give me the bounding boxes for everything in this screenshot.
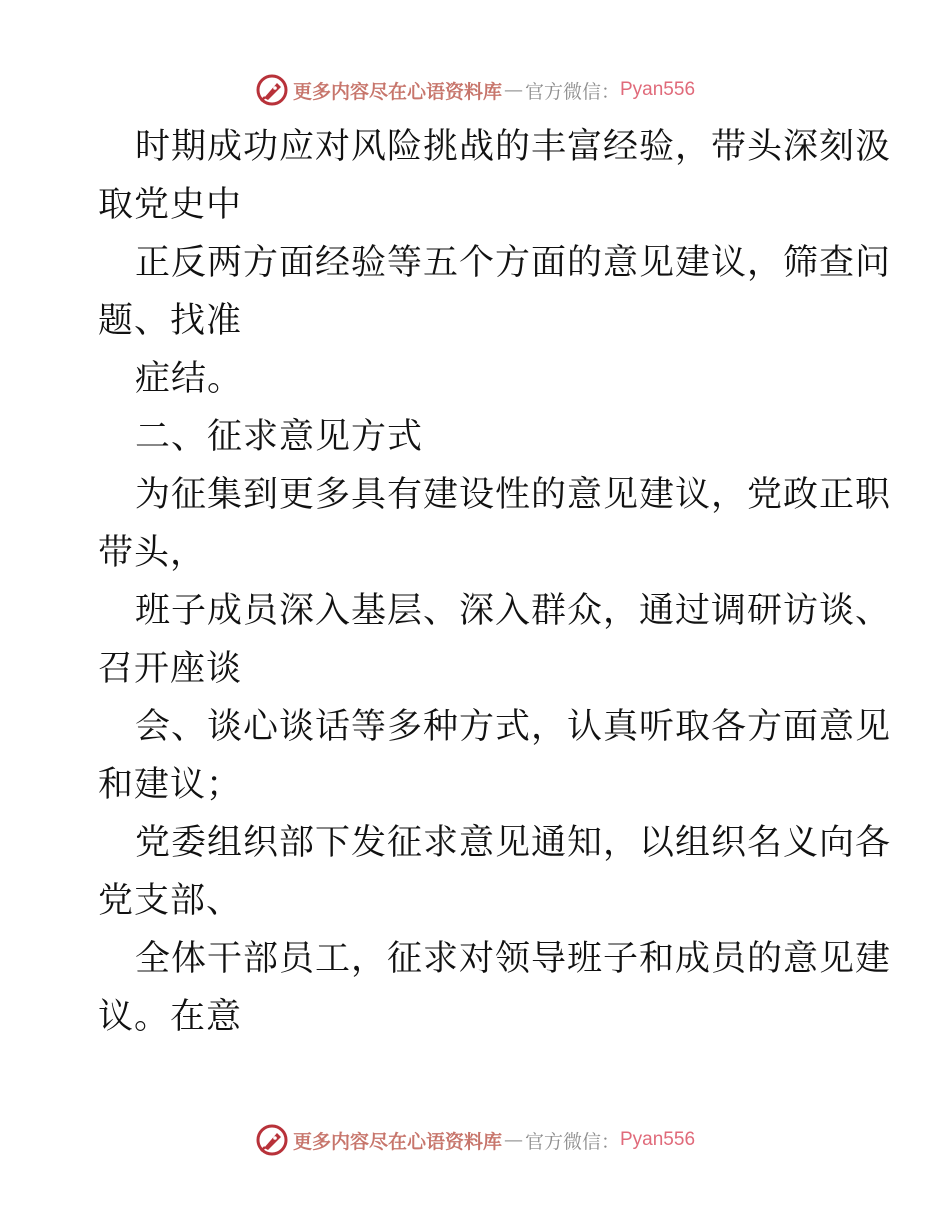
header-banner [0, 70, 950, 110]
body-line: 症结。 [135, 359, 244, 399]
pen-nib-logo-icon [255, 73, 289, 107]
body-line: 取党史中 [98, 185, 243, 225]
body-line: 党委组织部下发征求意见通知，以组织名义向各 [135, 823, 892, 863]
pen-nib-logo-icon [255, 1123, 289, 1157]
banner-dash: — [503, 1129, 523, 1151]
body-line: 为征集到更多具有建设性的意见建议，党政正职 [135, 475, 892, 515]
body-line: 正反两方面经验等五个方面的意见建议，筛查问 [135, 243, 892, 283]
body-line: 议。在意 [98, 997, 243, 1037]
body-line: 召开座谈 [98, 649, 243, 689]
banner-wechat-id: Pyan556 [620, 1129, 696, 1150]
banner-site-text: 更多内容尽在心语资料库 [292, 80, 502, 103]
document-body [98, 118, 892, 1046]
section-heading: 二、征求意见方式 [135, 417, 424, 457]
footer-banner [0, 1120, 950, 1160]
banner-wechat-id: Pyan556 [620, 79, 696, 100]
body-line: 会、谈心谈话等多种方式，认真听取各方面意见 [135, 707, 892, 747]
banner-dash: — [503, 79, 523, 101]
body-line: 班子成员深入基层、深入群众，通过调研访谈、 [135, 591, 892, 631]
banner-site-text: 更多内容尽在心语资料库 [292, 1130, 502, 1153]
body-line: 带头， [98, 533, 207, 573]
banner-wechat-label: 官方微信： [524, 1130, 620, 1153]
body-line: 和建议； [98, 765, 243, 805]
body-line: 党支部、 [98, 881, 243, 921]
body-line: 时期成功应对风险挑战的丰富经验，带头深刻汲 [135, 127, 892, 167]
body-line: 题、找准 [98, 301, 243, 341]
body-line: 全体干部员工，征求对领导班子和成员的意见建 [135, 939, 892, 979]
banner-wechat-label: 官方微信： [524, 80, 620, 103]
